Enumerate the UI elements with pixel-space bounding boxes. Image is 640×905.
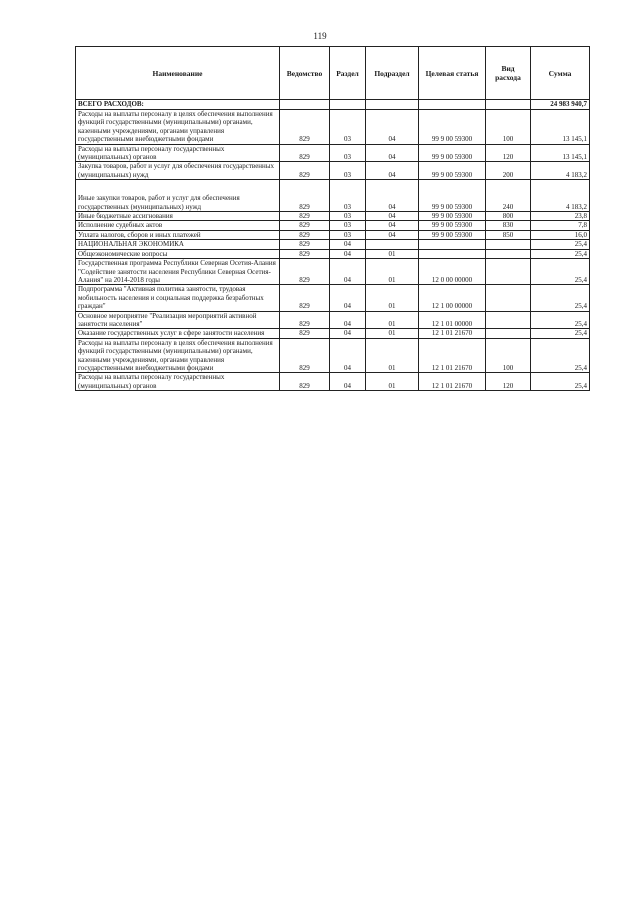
table-row	[76, 373, 590, 391]
cell-target-article	[419, 249, 486, 258]
table-row	[76, 240, 590, 249]
total-empty-cell	[486, 100, 531, 110]
cell-target-article: 12 1 01 00000	[419, 311, 486, 329]
total-label: ВСЕГО РАСХОДОВ:	[76, 100, 280, 110]
cell-target-article: 12 0 00 00000	[419, 259, 486, 285]
cell-name: Расходы на выплаты персоналу в целях обеспечения выполнения функций государственными (муниципальными) органами, казенными учреждениями, органами управления государственными внебюджетными фондами	[76, 338, 280, 373]
cell-section: 04	[330, 285, 366, 311]
cell-expense-type: 200	[486, 162, 531, 180]
cell-sum: 4 183,2	[531, 162, 590, 180]
cell-subsection: 01	[366, 329, 419, 338]
cell-name: Основное мероприятие "Реализация мероприятий активной занятости населения"	[76, 311, 280, 329]
cell-expense-type	[486, 249, 531, 258]
cell-sum: 23,8	[531, 212, 590, 221]
cell-expense-type	[486, 240, 531, 249]
cell-expense-type: 120	[486, 144, 531, 162]
total-sum: 24 983 940,7	[531, 100, 590, 110]
cell-expense-type: 120	[486, 373, 531, 391]
table-row	[76, 249, 590, 258]
cell-section: 03	[330, 221, 366, 230]
cell-sum: 25,4	[531, 329, 590, 338]
table-row	[76, 180, 590, 212]
cell-expense-type	[486, 329, 531, 338]
cell-subsection: 04	[366, 230, 419, 239]
cell-department: 829	[280, 230, 330, 239]
cell-target-article: 99 9 00 59300	[419, 110, 486, 145]
cell-sum: 25,4	[531, 240, 590, 249]
cell-sum: 13 145,1	[531, 110, 590, 145]
cell-section: 04	[330, 240, 366, 249]
header-section: Раздел	[330, 47, 366, 100]
cell-expense-type: 100	[486, 110, 531, 145]
cell-section: 04	[330, 373, 366, 391]
cell-sum: 4 183,2	[531, 180, 590, 212]
cell-target-article: 99 9 00 59300	[419, 221, 486, 230]
cell-subsection	[366, 240, 419, 249]
table-row	[76, 329, 590, 338]
cell-subsection: 04	[366, 180, 419, 212]
table-row	[76, 311, 590, 329]
cell-section: 04	[330, 311, 366, 329]
budget-table	[75, 46, 590, 391]
cell-target-article: 99 9 00 59300	[419, 230, 486, 239]
cell-section: 04	[330, 329, 366, 338]
cell-expense-type: 800	[486, 212, 531, 221]
cell-sum: 25,4	[531, 311, 590, 329]
cell-department: 829	[280, 338, 330, 373]
header-subsection: Подраздел	[366, 47, 419, 100]
cell-subsection: 04	[366, 144, 419, 162]
table-row	[76, 212, 590, 221]
cell-name: Иные бюджетные ассигнования	[76, 212, 280, 221]
cell-subsection: 04	[366, 162, 419, 180]
cell-name: НАЦИОНАЛЬНАЯ ЭКОНОМИКА	[76, 240, 280, 249]
cell-section: 04	[330, 249, 366, 258]
cell-name: Государственная программа Республики Северная Осетия-Алания "Содействие занятости населения Республики Северная Осетия-Алания" на 2014-2018 годы	[76, 259, 280, 285]
cell-department: 829	[280, 110, 330, 145]
cell-section: 04	[330, 338, 366, 373]
cell-subsection: 01	[366, 338, 419, 373]
cell-department: 829	[280, 311, 330, 329]
cell-name: Подпрограмма "Активная политика занятости, трудовая мобильность населения и социальная поддержка безработных граждан"	[76, 285, 280, 311]
cell-name: Расходы на выплаты персоналу государственных (муниципальных) органов	[76, 144, 280, 162]
cell-sum: 25,4	[531, 259, 590, 285]
cell-subsection: 01	[366, 249, 419, 258]
cell-target-article: 12 1 01 21670	[419, 329, 486, 338]
table-row	[76, 285, 590, 311]
cell-section: 04	[330, 259, 366, 285]
table-row	[76, 221, 590, 230]
cell-target-article: 99 9 00 59300	[419, 162, 486, 180]
cell-expense-type	[486, 285, 531, 311]
table-row	[76, 230, 590, 239]
cell-sum: 25,4	[531, 249, 590, 258]
cell-section: 03	[330, 144, 366, 162]
cell-department: 829	[280, 212, 330, 221]
cell-name: Исполнение судебных актов	[76, 221, 280, 230]
header-sum: Сумма	[531, 47, 590, 100]
table-row	[76, 162, 590, 180]
cell-name: Общеэкономические вопросы	[76, 249, 280, 258]
cell-subsection: 04	[366, 221, 419, 230]
cell-expense-type: 240	[486, 180, 531, 212]
cell-target-article: 12 1 01 21670	[419, 338, 486, 373]
cell-department: 829	[280, 373, 330, 391]
header-target-article: Целевая статья	[419, 47, 486, 100]
cell-expense-type	[486, 259, 531, 285]
header-expense-type: Вид расхода	[486, 47, 531, 100]
cell-section: 03	[330, 162, 366, 180]
cell-section: 03	[330, 180, 366, 212]
cell-name: Уплата налогов, сборов и иных платежей	[76, 230, 280, 239]
cell-name: Оказание государственных услуг в сфере занятости населения	[76, 329, 280, 338]
cell-sum: 25,4	[531, 338, 590, 373]
cell-section: 03	[330, 212, 366, 221]
cell-expense-type: 100	[486, 338, 531, 373]
cell-target-article: 12 1 01 21670	[419, 373, 486, 391]
cell-expense-type: 830	[486, 221, 531, 230]
table-row	[76, 110, 590, 145]
table-row	[76, 144, 590, 162]
table-header-row	[76, 47, 590, 100]
total-empty-cell	[330, 100, 366, 110]
cell-target-article	[419, 240, 486, 249]
cell-department: 829	[280, 259, 330, 285]
cell-name: Иные закупки товаров, работ и услуг для обеспечения государственных (муниципальных) нужд	[76, 180, 280, 212]
cell-department: 829	[280, 221, 330, 230]
header-name: Наименование	[76, 47, 280, 100]
header-department: Ведомство	[280, 47, 330, 100]
cell-name: Расходы на выплаты персоналу в целях обеспечения выполнения функций государственными (муниципальными) органами, казенными учреждениями, органами управления государственными внебюджетными фондами	[76, 110, 280, 145]
total-empty-cell	[419, 100, 486, 110]
cell-department: 829	[280, 285, 330, 311]
cell-target-article: 99 9 00 59300	[419, 180, 486, 212]
table-row	[76, 259, 590, 285]
cell-sum: 16,0	[531, 230, 590, 239]
cell-department: 829	[280, 249, 330, 258]
cell-subsection: 01	[366, 259, 419, 285]
cell-target-article: 12 1 00 00000	[419, 285, 486, 311]
cell-expense-type: 850	[486, 230, 531, 239]
cell-department: 829	[280, 180, 330, 212]
cell-target-article: 99 9 00 59300	[419, 144, 486, 162]
total-row	[76, 100, 590, 110]
cell-name: Расходы на выплаты персоналу государственных (муниципальных) органов	[76, 373, 280, 391]
cell-subsection: 01	[366, 373, 419, 391]
cell-department: 829	[280, 240, 330, 249]
cell-sum: 25,4	[531, 285, 590, 311]
cell-section: 03	[330, 110, 366, 145]
cell-sum: 7,8	[531, 221, 590, 230]
table-body	[76, 100, 590, 391]
cell-department: 829	[280, 162, 330, 180]
cell-target-article: 99 9 00 59300	[419, 212, 486, 221]
cell-sum: 13 145,1	[531, 144, 590, 162]
cell-department: 829	[280, 329, 330, 338]
cell-sum: 25,4	[531, 373, 590, 391]
total-empty-cell	[366, 100, 419, 110]
cell-subsection: 04	[366, 212, 419, 221]
cell-name: Закупка товаров, работ и услуг для обеспечения государственных (муниципальных) нужд	[76, 162, 280, 180]
cell-department: 829	[280, 144, 330, 162]
cell-subsection: 04	[366, 110, 419, 145]
total-empty-cell	[280, 100, 330, 110]
cell-section: 03	[330, 230, 366, 239]
cell-subsection: 01	[366, 285, 419, 311]
cell-subsection: 01	[366, 311, 419, 329]
cell-expense-type	[486, 311, 531, 329]
table-row	[76, 338, 590, 373]
page-number: 119	[313, 31, 327, 41]
